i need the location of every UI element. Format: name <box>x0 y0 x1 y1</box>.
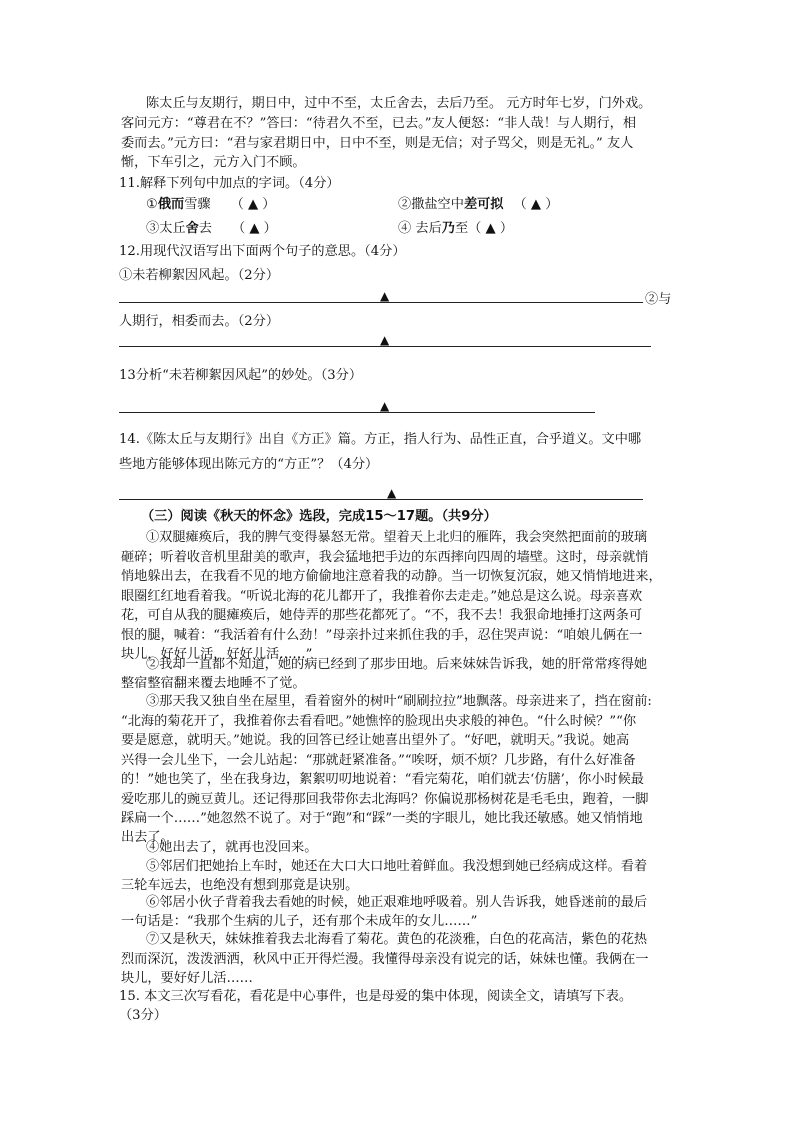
question-15-line-2: （3分） <box>119 1008 167 1023</box>
answer-line-q14[interactable] <box>119 499 643 500</box>
answer-line-q13[interactable] <box>119 412 595 413</box>
q11-item-2: ②撒盐空中差可拟 （ ▲ ） <box>398 197 559 212</box>
modern-line-3: 悄地躲出去，在我看不见的地方偷偷地注意着我的动静。当一切恢复沉寂，她又悄悄地进来， <box>121 569 662 584</box>
modern-line-14: 的！”她也笑了，坐在我身边，絮絮叨叨地说着：“看完菊花，咱们就去‘仿膳’，你小时候最 <box>121 772 644 787</box>
modern-line-1: ①双腿瘫痪后，我的脾气变得暴怒无常。望着天上北归的雁阵，我会突然把面前的玻璃 <box>146 530 648 545</box>
q11-item-4: ④ 去后乃至（ ▲ ） <box>398 221 514 236</box>
modern-line-4: 眼圈红红地看着我。“听说北海的花儿都开了，我推着你去走走。”她总是这么说。母亲喜欢 <box>121 589 643 604</box>
modern-line-5: 花，可自从我的腿瘫痪后，她侍弄的那些花都死了。“不，我不去！我狠命地捶打这两条可 <box>121 608 643 623</box>
question-11: 11.解释下列句中加点的字词。（4分） <box>119 176 340 191</box>
modern-line-21: ⑥邻居小伙子背着我去看她的时候，她正艰难地呼吸着。别人告诉我，她昏迷前的最后 <box>146 895 648 910</box>
modern-line-22: 一句话是：“我那个生病的儿子，还有那个未成年的女儿……” <box>121 914 478 929</box>
modern-line-11: “北海的菊花开了，我推着你去看看吧。”她憔悴的脸现出央求般的神色。“什么时候？”“你 <box>121 714 637 729</box>
answer-marker-icon: ▲ <box>380 333 390 347</box>
modern-line-24: 烈而深沉，泼泼洒洒，秋风中正开得烂漫。我懂得母亲没有说完的话，妹妹也懂。我俩在一 <box>121 952 649 967</box>
modern-line-8: ②我却一直都不知道，她的病已经到了那步田地。后来妹妹告诉我，她的肝常常疼得她 <box>146 657 648 672</box>
modern-line-10: ③那天我又独自坐在屋里，看着窗外的树叶“刷刷拉拉”地飘落。母亲进来了，挡在窗前: <box>146 694 652 709</box>
modern-line-2: 砸碎；听着收音机里甜美的歌声，我会猛地把手边的东西摔向四周的墙壁。这时，母亲就悄 <box>121 550 649 565</box>
q12-sub-1: ①未若柳絮因风起。（2分） <box>119 268 280 283</box>
question-12: 12.用现代汉语写出下面两个句子的意思。（4分） <box>119 244 406 259</box>
modern-line-25: 块儿，要好好儿活…… <box>121 971 253 986</box>
modern-line-9: 整宿整宿翻来覆去地睡不了觉。 <box>121 676 306 691</box>
modern-line-18: ④她出去了，就再也没回来。 <box>146 840 318 855</box>
modern-line-15: 爱吃那儿的豌豆黄儿。还记得那回我带你去北海吗？你偏说那杨树花是毛毛虫，跑着，一脚 <box>121 792 649 807</box>
question-13: 13分析“未若柳絮因风起”的妙处。（3分） <box>119 368 363 383</box>
modern-line-12: 要是愿意，就明天。”她说。我的回答已经让她喜出望外了。“好吧，就明天。”我说。她高 <box>121 733 630 748</box>
passage-line-1: 陈太丘与友期行，期日中，过中不至，太丘舍去，去后乃至。 元方时年七岁，门外戏。 <box>146 96 652 111</box>
question-14-line-1: 14.《陈太丘与友期行》出自《方正》篇。方正，指人行为、品性正直，合乎道义。文中哪 <box>119 432 642 447</box>
answer-marker-icon: ▲ <box>380 399 390 413</box>
modern-line-13: 兴得一会儿坐下，一会儿站起：“那就赶紧准备。”“唉呀，烦不烦？几步路，有什么好准备 <box>121 753 636 768</box>
q11-item-3: ③太丘舍去 （ ▲ ） <box>146 221 277 236</box>
modern-line-23: ⑦又是秋天，妹妹推着我去北海看了菊花。黄色的花淡雅，白色的花高洁，紫色的花热 <box>146 932 648 947</box>
q12-sub-2-end: 人期行，相委而去。（2分） <box>119 314 280 329</box>
modern-line-7: 块儿，好好儿活，好好儿活……” <box>121 647 313 662</box>
answer-marker-icon: ▲ <box>380 289 390 303</box>
modern-line-16: 踩扁一个……”她忽然不说了。对于“跑”和“踩”一类的字眼儿，她比我还敏感。她又悄悄地 <box>121 811 643 826</box>
q12-sub-2-start: ②与 <box>645 292 672 307</box>
answer-marker-icon: ▲ <box>387 486 397 500</box>
modern-line-19: ⑤邻居们把她抬上车时，她还在大口大口地吐着鲜血。我没想到她已经病成这样。看着 <box>146 859 648 874</box>
q11-item-1: ①俄而雪骤 （ ▲ ） <box>146 197 276 212</box>
question-14-line-2: 些地方能够体现出陈元方的“方正”？（4分） <box>119 457 379 472</box>
modern-line-6: 恨的腿，喊着：“我活着有什么劲！”母亲扑过来抓住我的手，忍住哭声说：“咱娘儿俩在一 <box>121 628 643 643</box>
section-3-heading: （三）阅读《秋天的怀念》选段，完成15～17题。（共9分） <box>141 509 497 524</box>
modern-line-20: 三轮车远去，也绝没有想到那竟是诀别。 <box>121 878 359 893</box>
question-15-line-1: 15. 本文三次写看花，看花是中心事件，也是母爱的集中体现，阅读全文，请填写下表。 <box>119 989 633 1004</box>
passage-line-3: 委而去。”元方曰：“君与家君期日中，日中不至，则是无信；对子骂父，则是无礼。” 友人 <box>121 136 634 151</box>
modern-line-17: 出去了。 <box>121 830 174 845</box>
passage-line-2: 客问元方：“尊君在不？”答曰：“待君久不至，已去。”友人便怒：“非人哉！与人期行，相 <box>121 116 637 131</box>
passage-line-4: 惭，下车引之，元方入门不顾。 <box>121 155 306 170</box>
